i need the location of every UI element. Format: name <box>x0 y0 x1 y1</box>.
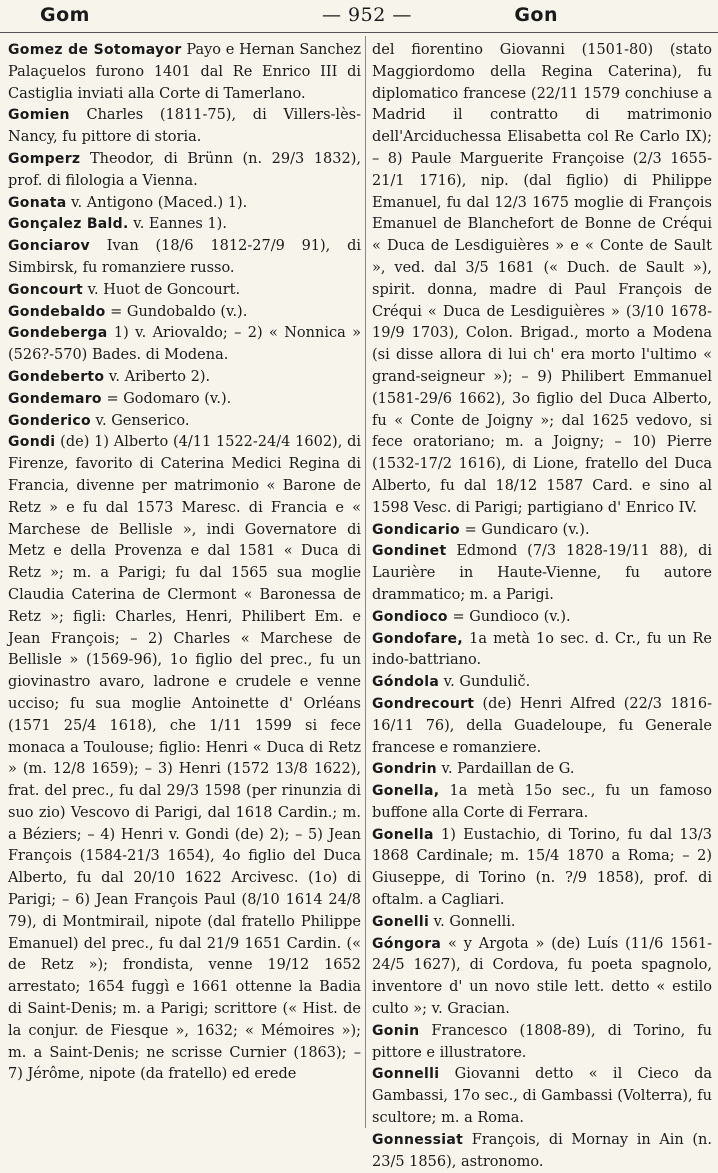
dictionary-entry <box>372 912 712 934</box>
dictionary-entry <box>372 694 712 759</box>
entry-headword: Gonata <box>8 194 67 211</box>
page-header <box>0 2 718 33</box>
dictionary-entry <box>8 389 361 411</box>
dictionary-entry <box>8 280 361 302</box>
entry-text: v. Eannes 1). <box>128 216 227 233</box>
header-right-guideword: Gon <box>514 4 558 26</box>
dictionary-entry <box>372 520 712 542</box>
entry-text: v. Antigono (Maced.) 1). <box>66 194 248 211</box>
dictionary-entry <box>8 432 361 1086</box>
dictionary-entry <box>372 825 712 912</box>
dictionary-entry <box>8 411 361 433</box>
entry-headword: Gonelli <box>372 913 430 930</box>
page-number: — 952 — <box>322 4 412 26</box>
entry-text: v. Genserico. <box>90 412 190 429</box>
entry-text: Francesco (1808-89), di Torino, fu pittore e illustratore. <box>372 1022 712 1061</box>
entry-text: v. Ariberto 2). <box>104 368 211 385</box>
dictionary-entry <box>8 323 361 367</box>
entry-headword: Gondioco <box>372 608 448 625</box>
dictionary-entry <box>372 759 712 781</box>
column-divider <box>365 36 366 1128</box>
dictionary-entry <box>372 607 712 629</box>
entry-headword: Gonçalez Bald. <box>8 216 129 233</box>
dictionary-entry <box>372 1130 712 1173</box>
entry-text: Payo e Hernan Sanchez Palaçuelos furono 1401 dal Re Enrico III di Castiglia inviati alla Corte di Tamerlano. <box>8 42 361 102</box>
entry-text: « y Argota » (de) Luís (11/6 1561-24/5 1627), di Cordova, fu poeta spagnolo, inventore d' un novo stile lett. detto « estilo culto »; v. Gracian. <box>372 935 712 1018</box>
entry-headword: Gonin <box>372 1022 420 1039</box>
entry-headword: Góngora <box>372 935 442 952</box>
entry-text: (de) 1) Alberto (4/11 1522-24/4 1602), di Firenze, favorito di Caterina Medici Regina di Francia, divenne per matrimonio « Barone de Retz » e fu dal 1573 Maresc. di Francia e « Marchese de Bellisle », indi Governatore di Metz e della Provenza e dal 1581 « Duca di Retz »; m. a Parigi; fu dal 1565 sua moglie Claudia Caterina de Clermont « Baronessa de Retz »; figli: Charles, Henri, Philibert Em. e Jean François; – 2) Charles « Marchese de Bellisle » (1569-96), 1o figlio del prec., fu un giovinastro avaro, ladrone e crudele e venne ucciso; fu sua moglie Antoinette d' Orléans (1571 25/4 1618), che 1/11 1599 si fece monaca a Toulouse; figlio: Henri « Duca di Retz » (m. 12/8 1659); – 3) Henri (1572 13/8 1622), frat. del prec., fu dal 29/3 1598 (per rinunzia di suo zio) Vescovo di Parigi, dal 1618 Cardin.; m. a Béziers; – 4) Henri v. Gondi (de) 2); – 5) Jean François (1584-21/3 1654), 4o figlio del Duca Alberto, fu dal 20/10 1622 Arcivesc. (1o) di Parigi; – 6) Jean François Paul (8/10 1614 24/8 79), di Montmirail, nipote (dal fratello Philippe Emanuel) del prec., fu dal 21/9 1651 Cardin. (« de Retz »); frondista, venne 19/12 1652 arrestato; 1654 fuggì e 1661 ottenne la Badia di Saint-Denis; m. a Parigi; scrittore (« Hist. de la conjur. de Fiesque », 1632; « Mémoires »); m. a Saint-Denis; ne scrisse Curnier (1863); – 7) Jérôme, nipote (da fratello) ed erede <box>8 434 361 1083</box>
entry-headword: Gomez de Sotomayor <box>8 42 182 58</box>
dictionary-entry <box>8 149 361 193</box>
entry-text: = Gundicaro (v.). <box>459 521 590 538</box>
entry-headword: Gondrin <box>372 761 437 778</box>
entry-headword: Gondeberga <box>8 325 108 342</box>
entry-headword: Gondeberto <box>8 368 105 385</box>
entry-text: 1) v. Ariovaldo; – 2) « Nonnica » (526?-570) Bades. di Modena. <box>8 325 361 364</box>
entry-headword: Gonciarov <box>8 238 90 255</box>
entry-text: = Gundobaldo (v.). <box>105 303 248 320</box>
entry-headword: Gomperz <box>8 150 81 167</box>
right-column <box>372 40 712 1173</box>
entry-headword: Gonella <box>372 826 434 843</box>
dictionary-entry <box>8 40 361 105</box>
entry-text: Giovanni detto « il Cieco da Gambassi, 17o sec., di Gambassi (Volterra), fu scultore; m. a Roma. <box>372 1066 712 1127</box>
dictionary-entry <box>8 105 361 149</box>
entry-headword: Gondrecourt <box>372 695 475 712</box>
dictionary-entry <box>8 214 361 236</box>
entry-text: 1a metà 15o sec., fu un famoso buffone alla Corte di Ferrara. <box>372 783 712 821</box>
entry-text: Theodor, di Brünn (n. 29/3 1832), prof. di filologia a Vienna. <box>8 150 361 189</box>
entry-headword: Gondinet <box>372 543 447 560</box>
entry-text: Ivan (18/6 1812-27/9 91), di Simbirsk, fu romanziere russo. <box>8 238 361 276</box>
dictionary-entry <box>8 367 361 389</box>
entry-text: (de) Henri Alfred (22/3 1816-16/11 76), della Guadeloupe, fu Generale francese e romanziere. <box>372 695 712 756</box>
entry-headword: Gondi <box>8 434 56 451</box>
entry-headword: Gondicario <box>372 521 460 538</box>
dictionary-entry <box>372 1064 712 1129</box>
left-column <box>8 40 361 1086</box>
dictionary-entry <box>372 934 712 1021</box>
dictionary-entry <box>372 629 712 673</box>
entry-text: v. Gonnelli. <box>429 913 516 930</box>
continued-entry: del fiorentino Giovanni (1501-80) (stato Maggiordomo della Regina Caterina), fu diplomatico francese (22/11 1579 conchiuse a Madrid il contratto di matrimonio dell'Arciduchessa Elisabetta col Re Carlo IX); – 8) Paule Marguerite Françoise (2/3 1655-21/1 1716), nip. (dal figlio) di Philippe Emanuel, fu dal 12/3 1675 moglie di François Emanuel de Blanchefort de Bonne de Créqui « Duca de Lesdiguières » e « Conte de Sault », ved. dal 3/5 1681 (« Duch. de Sault »), spirit. donna, madre di Paul François de Créqui « Duca de Lesdiguières » (3/10 1678-19/9 1703), Colon. Brigad., morto a Modena (si disse allora di lui ch' era morto l'ultimo « grand-seigneur »); – 9) Philibert Emmanuel (1581-29/6 1662), 3o figlio del Duca Alberto, fu « Conte de Joigny »; dal 1625 vedovo, si fece oratoriano; m. a Joigny; – 10) Pierre (1532-17/2 1616), di Lione, fratello del Duca Alberto, fu dal 18/12 1587 Card. e sino al 1598 Vesc. di Parigi; partigiano d' Enrico IV. <box>372 42 712 516</box>
entry-headword: Gomien <box>8 107 70 124</box>
entry-text: Charles (1811-75), di Villers-lès-Nancy, fu pittore di storia. <box>8 107 361 146</box>
entry-headword: Goncourt <box>8 281 83 298</box>
entry-text: v. Huot de Goncourt. <box>82 281 241 298</box>
entry-text: v. Pardaillan de G. <box>436 761 575 778</box>
entry-headword: Gondofare, <box>372 630 463 647</box>
dictionary-entry <box>8 193 361 215</box>
entry-text: François, di Mornay in Ain (n. 23/5 1856), astronomo. <box>372 1131 712 1170</box>
dictionary-entry <box>372 781 712 825</box>
entry-headword: Gondemaro <box>8 390 102 407</box>
dictionary-entry <box>8 302 361 324</box>
dictionary-entry <box>372 541 712 606</box>
entry-headword: Góndola <box>372 674 440 691</box>
entry-headword: Gonnessiat <box>372 1131 464 1148</box>
dictionary-entry <box>372 1021 712 1065</box>
dictionary-entry <box>8 236 361 280</box>
entry-text: 1a metà 1o sec. d. Cr., fu un Re indo-battriano. <box>372 630 712 669</box>
dictionary-entry <box>372 672 712 694</box>
entry-text: Edmond (7/3 1828-19/11 88), di Laurière in Haute-Vienne, fu autore drammatico; m. a Parigi. <box>372 543 712 603</box>
entry-text: = Godomaro (v.). <box>101 390 232 407</box>
entry-headword: Gonella, <box>372 783 440 800</box>
header-left-guideword: Gom <box>40 4 90 26</box>
entry-text: 1) Eustachio, di Torino, fu dal 13/3 1868 Cardinale; m. 15/4 1870 a Roma; – 2) Giuseppe, di Torino (n. ?/9 1858), prof. di oftalm. a Cagliari. <box>372 826 712 909</box>
entry-headword: Gonderico <box>8 412 91 429</box>
entry-headword: Gondebaldo <box>8 303 106 320</box>
entry-text: = Gundioco (v.). <box>447 608 571 625</box>
entry-text: v. Gundulič. <box>439 674 531 691</box>
entry-headword: Gonnelli <box>372 1066 440 1083</box>
